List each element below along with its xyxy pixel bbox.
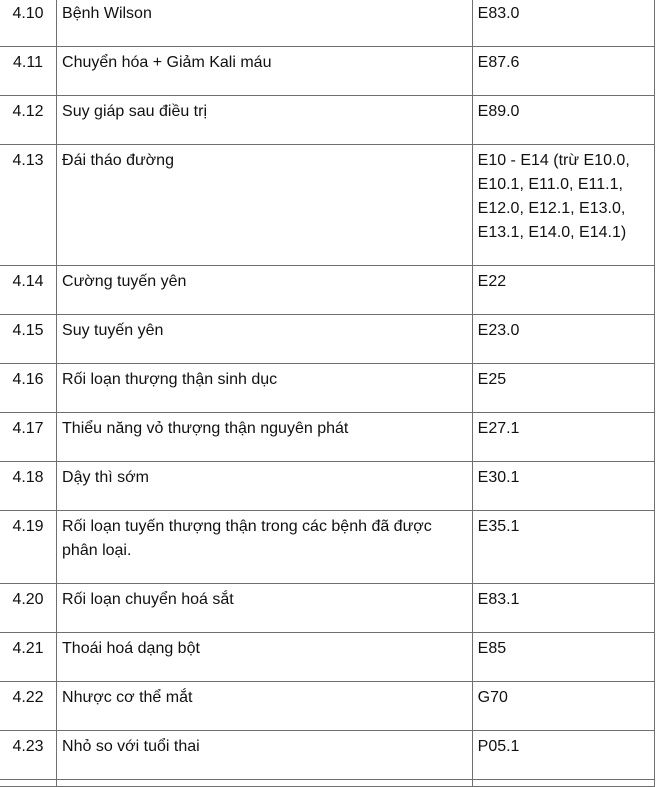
table-row bbox=[0, 413, 655, 462]
row-number: 4.14 bbox=[0, 266, 57, 315]
icd-code: E23.0 bbox=[472, 315, 654, 364]
table-row bbox=[0, 731, 655, 780]
row-number: 4.16 bbox=[0, 364, 57, 413]
icd-code: E30.1 bbox=[472, 462, 654, 511]
row-number: 4.19 bbox=[0, 511, 57, 584]
table-row bbox=[0, 96, 655, 145]
table-row bbox=[0, 462, 655, 511]
row-number: 4.15 bbox=[0, 315, 57, 364]
disease-name: Bệnh Wilson bbox=[57, 0, 473, 47]
disease-name: Rối loạn thượng thận sinh dục bbox=[57, 364, 473, 413]
icd-code: E10 - E14 (trừ E10.0, E10.1, E11.0, E11.1, E12.0, E12.1, E13.0, E13.1, E14.0, E14.1) bbox=[472, 145, 654, 266]
row-number: 4.10 bbox=[0, 0, 57, 47]
table-row bbox=[0, 584, 655, 633]
icd-code: E83.0 bbox=[472, 0, 654, 47]
row-number: 4.12 bbox=[0, 96, 57, 145]
table-row bbox=[0, 511, 655, 584]
empty-cell bbox=[57, 780, 473, 787]
disease-name: Cường tuyến yên bbox=[57, 266, 473, 315]
row-number: 4.18 bbox=[0, 462, 57, 511]
icd-code: E89.0 bbox=[472, 96, 654, 145]
disease-name: Thiểu năng vỏ thượng thận nguyên phát bbox=[57, 413, 473, 462]
disease-name: Thoái hoá dạng bột bbox=[57, 633, 473, 682]
disease-name: Rối loạn tuyến thượng thận trong các bệnh đã được phân loại. bbox=[57, 511, 473, 584]
icd-code: E87.6 bbox=[472, 47, 654, 96]
table-row bbox=[0, 364, 655, 413]
table-row bbox=[0, 47, 655, 96]
row-number: 4.17 bbox=[0, 413, 57, 462]
row-number: 4.21 bbox=[0, 633, 57, 682]
disease-name: Rối loạn chuyển hoá sắt bbox=[57, 584, 473, 633]
table-row bbox=[0, 682, 655, 731]
disease-name: Suy tuyến yên bbox=[57, 315, 473, 364]
table-row bbox=[0, 315, 655, 364]
disease-name: Nhỏ so với tuổi thai bbox=[57, 731, 473, 780]
icd-code: E35.1 bbox=[472, 511, 654, 584]
row-number: 4.23 bbox=[0, 731, 57, 780]
icd-code: E27.1 bbox=[472, 413, 654, 462]
icd-code: E85 bbox=[472, 633, 654, 682]
disease-name: Suy giáp sau điều trị bbox=[57, 96, 473, 145]
row-number: 4.13 bbox=[0, 145, 57, 266]
disease-name: Nhược cơ thể mắt bbox=[57, 682, 473, 731]
icd-code: E83.1 bbox=[472, 584, 654, 633]
table-row-cut-off bbox=[0, 780, 655, 787]
icd-code: P05.1 bbox=[472, 731, 654, 780]
disease-name: Dậy thì sớm bbox=[57, 462, 473, 511]
table-row bbox=[0, 266, 655, 315]
table-row bbox=[0, 633, 655, 682]
row-number: 4.22 bbox=[0, 682, 57, 731]
row-number: 4.11 bbox=[0, 47, 57, 96]
disease-name: Đái tháo đường bbox=[57, 145, 473, 266]
icd-code: E25 bbox=[472, 364, 654, 413]
table-row bbox=[0, 0, 655, 47]
table-row bbox=[0, 145, 655, 266]
disease-name: Chuyển hóa + Giảm Kali máu bbox=[57, 47, 473, 96]
empty-cell bbox=[472, 780, 654, 787]
icd-code: G70 bbox=[472, 682, 654, 731]
row-number: 4.20 bbox=[0, 584, 57, 633]
empty-cell bbox=[0, 780, 57, 787]
icd-code: E22 bbox=[472, 266, 654, 315]
